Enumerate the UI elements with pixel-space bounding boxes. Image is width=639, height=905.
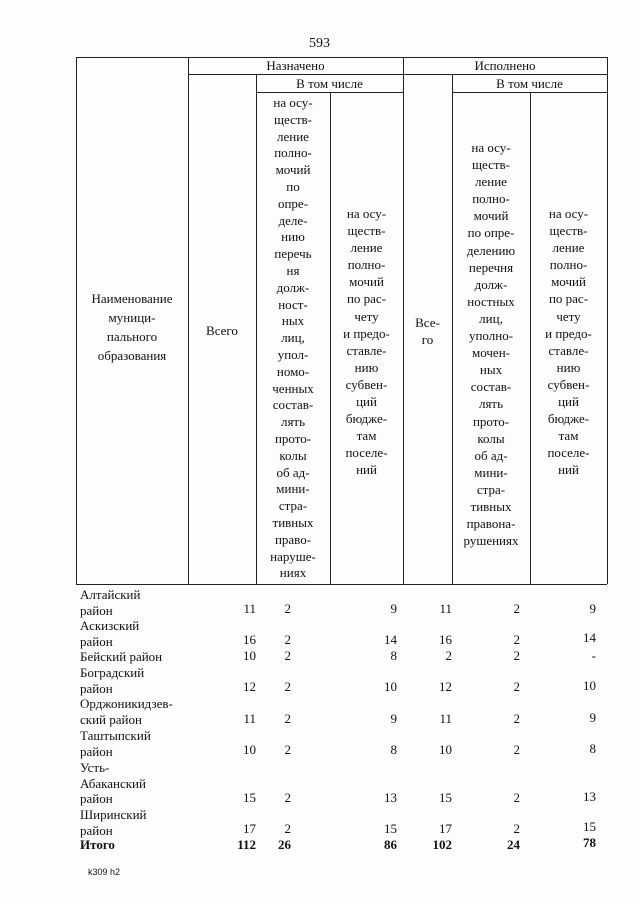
row-e-total: 16 [439, 632, 452, 647]
row-name: Бейский район [80, 649, 163, 664]
header-executed-total: Все- го [415, 315, 440, 347]
row-a-total: 15 [243, 790, 256, 805]
row-a-total: 11 [243, 601, 256, 616]
row-a-sub: 15 [384, 821, 397, 836]
row-a-prot: 2 [284, 679, 291, 694]
row-e-prot: 2 [513, 742, 520, 757]
row-a-sub: 14 [384, 632, 397, 647]
row-e-prot: 2 [513, 679, 520, 694]
rule-header-bottom [76, 584, 607, 585]
row-a-sub: 9 [390, 601, 397, 616]
row-a-total: 11 [243, 711, 256, 726]
footer-code: k309 h2 [88, 867, 121, 877]
row-e-total: 12 [439, 679, 452, 694]
row-a-prot: 2 [284, 711, 291, 726]
row-a-total: 16 [243, 632, 256, 647]
row-e-sub: 13 [583, 789, 596, 804]
row-a-total: 17 [243, 821, 256, 836]
header-assigned: Назначено [266, 58, 325, 73]
page-number: 593 [309, 36, 330, 51]
row-e-sub: 9 [589, 601, 596, 616]
row-e-sub: 14 [583, 630, 596, 645]
row-e-sub: - [591, 648, 596, 663]
row-e-total: 2 [445, 648, 452, 663]
total-name: Итого [80, 837, 115, 852]
row-a-sub: 8 [390, 648, 397, 663]
row-a-prot: 2 [284, 821, 291, 836]
header-assigned-subvention: на осу- ществ- ление полно- мочий по рас- чету и предо- ставле- нию субвен- ций бюдже- там поселе- ний [343, 206, 390, 478]
header-including-executed: В том числе [496, 76, 563, 91]
row-e-total: 10 [439, 742, 452, 757]
header-name: Наименование муници- пального образования [91, 291, 173, 363]
header-including-assigned: В том числе [296, 76, 363, 91]
row-a-sub: 13 [384, 790, 397, 805]
header-executed-protocol: на осу- ществ- ление полно- мочий по опре- делению перечня долж- ностных лиц, уполно- мочен- ных состав- лять прото- колы об ад- мини- стра- тивных правона- рушениях [463, 140, 519, 549]
row-e-sub: 8 [589, 741, 596, 756]
row-a-prot: 2 [284, 790, 291, 805]
row-e-prot: 2 [513, 711, 520, 726]
row-e-total: 11 [439, 601, 452, 616]
row-e-total: 15 [439, 790, 452, 805]
row-a-total: 10 [243, 742, 256, 757]
row-a-total: 12 [243, 679, 256, 694]
row-name: Боградский район [80, 665, 145, 696]
row-e-sub: 15 [583, 819, 596, 834]
total-e-total: 102 [432, 837, 452, 852]
row-e-total: 11 [439, 711, 452, 726]
row-a-sub: 10 [384, 679, 397, 694]
header-assigned-total: Всего [206, 323, 238, 338]
row-a-sub: 9 [390, 711, 397, 726]
header-executed-subvention: на осу- ществ- ление полно- мочий по рас- чету и предо- ставле- нию субвен- ций бюдже- там поселе- ний [545, 206, 592, 478]
total-a-sub: 86 [384, 837, 397, 852]
total-a-prot: 26 [278, 837, 291, 852]
total-a-total: 112 [237, 837, 256, 852]
vline-name [188, 57, 189, 584]
row-name: Ширинский район [80, 807, 147, 838]
header-executed: Исполнено [474, 58, 536, 73]
row-name: Таштыпский район [80, 728, 151, 759]
row-e-prot: 2 [513, 632, 520, 647]
row-e-prot: 2 [513, 601, 520, 616]
total-e-prot: 24 [507, 837, 520, 852]
vline-right [607, 57, 608, 584]
row-name: Аскизский район [80, 618, 140, 649]
row-a-prot: 2 [284, 632, 291, 647]
total-e-sub: 78 [583, 835, 596, 850]
row-e-sub: 9 [589, 710, 596, 725]
row-a-prot: 2 [284, 601, 291, 616]
row-e-prot: 2 [513, 648, 520, 663]
row-name: Алтайский район [80, 587, 141, 618]
row-e-sub: 10 [583, 678, 596, 693]
row-name: Орджоникидзев- ский район [80, 696, 173, 727]
row-a-prot: 2 [284, 742, 291, 757]
header-assigned-protocol: на осу- ществ- ление полно- мочий по опре- деле- нию перечь ня долж- ност- ных лиц, упол- номо- ченных состав- лять прото- колы об ад- мини- стра- тивных право- наруше- ниях [270, 95, 316, 581]
row-a-sub: 8 [390, 742, 397, 757]
row-e-prot: 2 [513, 790, 520, 805]
row-a-prot: 2 [284, 648, 291, 663]
row-a-total: 10 [243, 648, 256, 663]
row-e-total: 17 [439, 821, 452, 836]
row-e-prot: 2 [513, 821, 520, 836]
row-name: Усть- Абаканский район [80, 760, 146, 806]
